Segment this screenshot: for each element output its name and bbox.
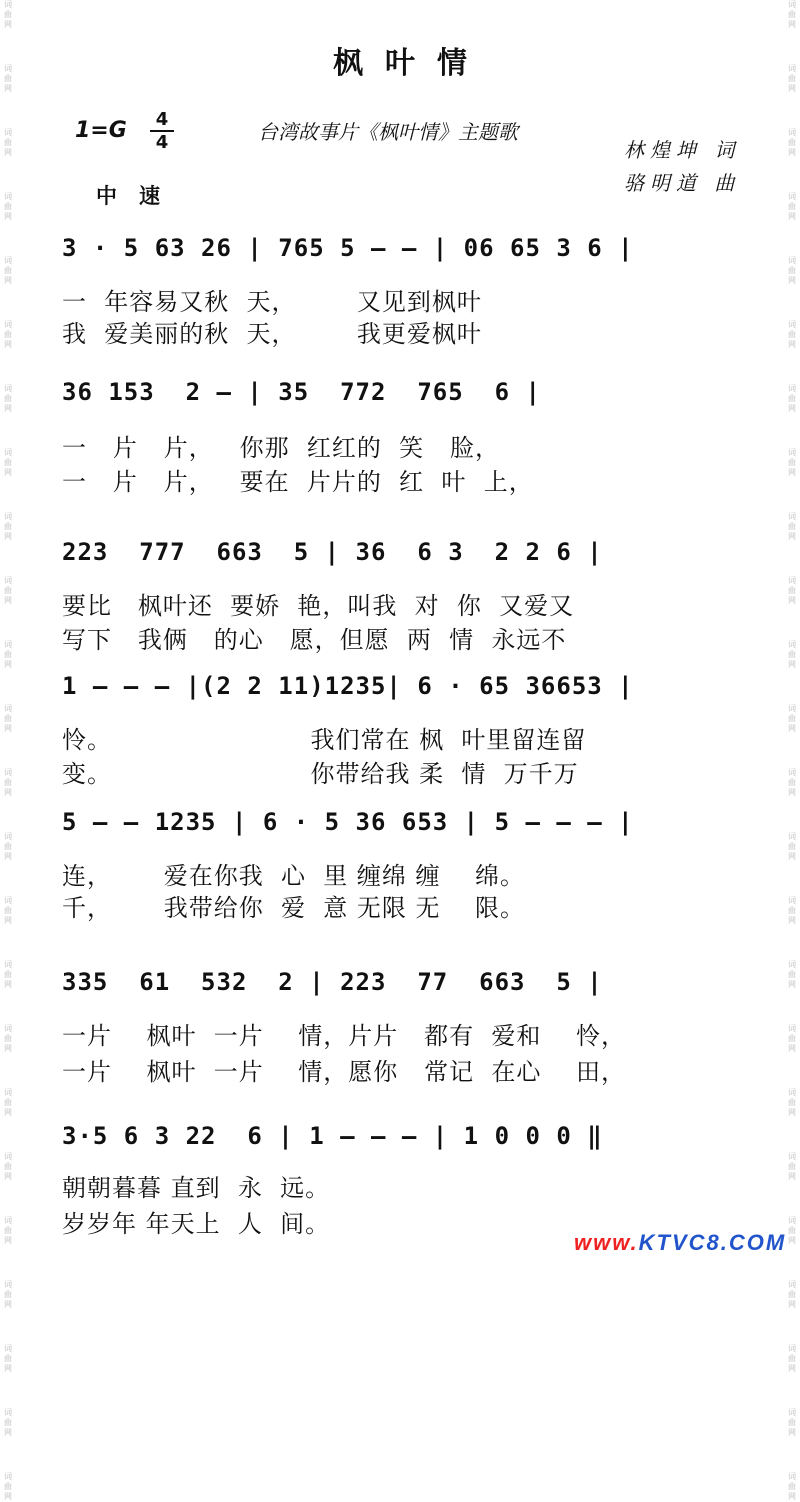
watermark-group	[786, 1344, 798, 1374]
watermark-group	[2, 192, 14, 222]
watermark-char: 曲	[788, 1098, 796, 1107]
watermark-char: 网	[4, 724, 12, 733]
staff-system-2	[62, 378, 756, 422]
watermark-char: 网	[788, 1108, 796, 1117]
watermark-group	[2, 0, 14, 30]
watermark-char: 曲	[788, 1290, 796, 1299]
watermark-char: 词	[4, 1024, 12, 1033]
lyric-line-4-verse-1: 怜。 我们常在 枫 叶里留连留	[62, 726, 587, 754]
lyric-line-6-verse-2: 一片 枫叶 一片 情，愿你 常记 在心 田，	[62, 1058, 626, 1086]
watermark-group	[2, 256, 14, 286]
watermark-char: 词	[788, 1472, 796, 1481]
watermark-char: 网	[788, 1172, 796, 1181]
watermark-char: 曲	[788, 778, 796, 787]
watermark-char: 曲	[788, 266, 796, 275]
watermark-char: 曲	[4, 394, 12, 403]
watermark-char: 词	[788, 384, 796, 393]
watermark-column-left	[2, 0, 14, 1501]
watermark-char: 曲	[788, 1034, 796, 1043]
watermark-column-right	[786, 0, 798, 1501]
watermark-char: 词	[788, 832, 796, 841]
watermark-char: 网	[788, 532, 796, 541]
notation-line-3: 223 777 663 5 | 36 6 3 2 2 6 |	[62, 538, 603, 566]
watermark-group	[786, 960, 798, 990]
watermark-char: 曲	[4, 458, 12, 467]
time-signature	[150, 110, 174, 152]
watermark-char: 曲	[4, 970, 12, 979]
watermark-group	[786, 1408, 798, 1438]
lyric-line-2-verse-2: 一 片 片， 要在 片片的 红 叶 上，	[62, 468, 534, 496]
tempo-marking: 中速	[96, 184, 182, 208]
time-signature-numerator: 4	[155, 109, 169, 130]
watermark-char: 曲	[4, 1418, 12, 1427]
watermark-group	[2, 640, 14, 670]
watermark-char: 词	[788, 512, 796, 521]
watermark-char: 网	[788, 916, 796, 925]
watermark-char: 网	[788, 148, 796, 157]
watermark-char: 词	[788, 640, 796, 649]
watermark-char: 网	[788, 660, 796, 669]
watermark-char: 曲	[4, 1162, 12, 1171]
watermark-char: 词	[788, 0, 796, 9]
notation-line-4: 1 — — — |(2 2 11)1235| 6 · 65 36653 |	[62, 672, 634, 700]
watermark-char: 词	[4, 1216, 12, 1225]
source-url	[574, 1230, 786, 1256]
watermark-char: 词	[4, 704, 12, 713]
watermark-group	[2, 704, 14, 734]
watermark-char: 词	[4, 192, 12, 201]
watermark-group	[2, 448, 14, 478]
watermark-char: 曲	[4, 10, 12, 19]
watermark-char: 词	[4, 512, 12, 521]
staff-system-1	[62, 234, 756, 278]
watermark-group	[786, 896, 798, 926]
watermark-char: 曲	[4, 1354, 12, 1363]
lyric-line-1-verse-1: 一 年容易又秋 天， 又见到枫叶	[62, 288, 482, 316]
watermark-char: 曲	[788, 1226, 796, 1235]
notation-line-5: 5 — — 1235 | 6 · 5 36 653 | 5 — — — |	[62, 808, 634, 836]
watermark-char: 曲	[788, 970, 796, 979]
watermark-char: 曲	[4, 1482, 12, 1491]
watermark-char: 词	[4, 1344, 12, 1353]
watermark-group	[2, 1088, 14, 1118]
watermark-char: 网	[4, 1108, 12, 1117]
watermark-char: 曲	[4, 714, 12, 723]
watermark-char: 网	[788, 468, 796, 477]
watermark-char: 词	[788, 1024, 796, 1033]
watermark-group	[786, 1024, 798, 1054]
watermark-char: 网	[4, 916, 12, 925]
watermark-char: 曲	[788, 202, 796, 211]
watermark-char: 曲	[4, 842, 12, 851]
watermark-char: 词	[4, 384, 12, 393]
watermark-char: 网	[788, 84, 796, 93]
watermark-char: 曲	[788, 1354, 796, 1363]
lyric-line-2-verse-1: 一 片 片， 你那 红红的 笑 脸，	[62, 434, 501, 462]
watermark-group	[786, 1280, 798, 1310]
watermark-char: 曲	[788, 1418, 796, 1427]
watermark-char: 网	[788, 1364, 796, 1373]
watermark-char: 曲	[4, 650, 12, 659]
watermark-char: 网	[4, 340, 12, 349]
lyric-line-3-verse-2: 写下 我俩 的心 愿，但愿 两 情 永远不	[62, 626, 567, 654]
lyric-line-4-verse-2: 变。 你带给我 柔 情 万千万	[62, 760, 579, 788]
watermark-char: 曲	[788, 714, 796, 723]
watermark-char: 曲	[4, 330, 12, 339]
notation-line-7: 3·5 6 3 22 6 | 1 — — — | 1 0 0 0 ‖	[62, 1122, 603, 1150]
watermark-char: 网	[4, 1492, 12, 1501]
watermark-char: 词	[788, 192, 796, 201]
watermark-char: 曲	[788, 522, 796, 531]
watermark-group	[786, 768, 798, 798]
watermark-char: 词	[4, 1152, 12, 1161]
watermark-group	[2, 896, 14, 926]
watermark-char: 网	[788, 1300, 796, 1309]
watermark-char: 曲	[4, 1290, 12, 1299]
watermark-group	[786, 1152, 798, 1182]
watermark-char: 词	[4, 640, 12, 649]
watermark-group	[2, 128, 14, 158]
watermark-char: 词	[788, 1216, 796, 1225]
watermark-char: 曲	[4, 586, 12, 595]
watermark-group	[786, 1472, 798, 1502]
source-url-prefix: www.	[574, 1230, 639, 1255]
watermark-group	[786, 704, 798, 734]
watermark-char: 词	[788, 64, 796, 73]
watermark-char: 网	[788, 212, 796, 221]
watermark-char: 词	[4, 128, 12, 137]
watermark-char: 词	[4, 1408, 12, 1417]
watermark-char: 曲	[4, 266, 12, 275]
watermark-char: 网	[4, 980, 12, 989]
watermark-char: 网	[788, 1236, 796, 1245]
watermark-group	[786, 1088, 798, 1118]
watermark-group	[2, 768, 14, 798]
watermark-char: 网	[4, 852, 12, 861]
watermark-char: 曲	[4, 74, 12, 83]
watermark-group	[786, 448, 798, 478]
watermark-char: 曲	[4, 138, 12, 147]
watermark-group	[2, 1344, 14, 1374]
watermark-char: 网	[4, 404, 12, 413]
staff-system-6	[62, 968, 756, 1012]
watermark-char: 词	[788, 128, 796, 137]
notation-line-6: 335 61 532 2 | 223 77 663 5 |	[62, 968, 603, 996]
watermark-char: 词	[788, 768, 796, 777]
watermark-char: 曲	[788, 586, 796, 595]
watermark-char: 曲	[4, 202, 12, 211]
watermark-char: 词	[4, 448, 12, 457]
lyric-line-6-verse-1: 一片 枫叶 一片 情，片片 都有 爱和 怜，	[62, 1022, 626, 1050]
watermark-char: 词	[4, 320, 12, 329]
watermark-char: 网	[4, 660, 12, 669]
watermark-char: 曲	[4, 778, 12, 787]
watermark-char: 词	[788, 896, 796, 905]
watermark-char: 词	[4, 896, 12, 905]
watermark-char: 曲	[788, 74, 796, 83]
watermark-char: 曲	[788, 330, 796, 339]
watermark-char: 词	[4, 64, 12, 73]
watermark-char: 网	[788, 340, 796, 349]
watermark-char: 网	[4, 1428, 12, 1437]
watermark-char: 网	[788, 788, 796, 797]
watermark-char: 词	[788, 448, 796, 457]
watermark-char: 词	[4, 768, 12, 777]
watermark-group	[786, 192, 798, 222]
watermark-char: 词	[4, 832, 12, 841]
staff-system-3	[62, 538, 756, 582]
watermark-char: 曲	[788, 394, 796, 403]
watermark-char: 网	[788, 276, 796, 285]
watermark-char: 网	[4, 276, 12, 285]
lyricist-credit: 林煌坤 词	[624, 138, 741, 162]
time-signature-denominator: 4	[155, 132, 169, 153]
watermark-group	[786, 320, 798, 350]
notation-line-1: 3 · 5 63 26 | 765 5 — — | 06 65 3 6 |	[62, 234, 634, 262]
watermark-char: 网	[788, 852, 796, 861]
watermark-char: 网	[788, 20, 796, 29]
watermark-char: 曲	[788, 458, 796, 467]
watermark-group	[2, 1024, 14, 1054]
watermark-char: 网	[4, 468, 12, 477]
watermark-group	[2, 1280, 14, 1310]
watermark-char: 词	[788, 1280, 796, 1289]
watermark-char: 词	[4, 576, 12, 585]
watermark-char: 词	[4, 256, 12, 265]
watermark-char: 网	[788, 724, 796, 733]
watermark-char: 网	[788, 980, 796, 989]
watermark-group	[2, 1216, 14, 1246]
watermark-char: 词	[4, 960, 12, 969]
watermark-group	[786, 384, 798, 414]
watermark-char: 网	[4, 596, 12, 605]
watermark-group	[2, 384, 14, 414]
watermark-char: 曲	[788, 138, 796, 147]
watermark-group	[786, 256, 798, 286]
watermark-char: 网	[788, 1428, 796, 1437]
watermark-group	[2, 1152, 14, 1182]
watermark-group	[786, 128, 798, 158]
watermark-char: 网	[4, 20, 12, 29]
watermark-char: 词	[788, 1408, 796, 1417]
lyric-line-3-verse-1: 要比 枫叶还 要娇 艳，叫我 对 你 又爱又	[62, 592, 575, 620]
watermark-char: 网	[4, 1044, 12, 1053]
lyric-line-7-verse-1: 朝朝暮暮 直到 永 远。	[62, 1174, 331, 1202]
lyric-line-1-verse-2: 我 爱美丽的秋 天， 我更爱枫叶	[62, 320, 482, 348]
watermark-char: 曲	[788, 650, 796, 659]
watermark-char: 曲	[788, 1482, 796, 1491]
watermark-char: 网	[4, 1300, 12, 1309]
watermark-char: 词	[788, 704, 796, 713]
watermark-group	[786, 576, 798, 606]
watermark-group	[786, 1216, 798, 1246]
source-url-domain: KTVC8.COM	[638, 1230, 787, 1255]
watermark-char: 曲	[4, 1034, 12, 1043]
watermark-char: 网	[4, 788, 12, 797]
watermark-char: 词	[788, 256, 796, 265]
watermark-char: 词	[788, 960, 796, 969]
watermark-char: 曲	[788, 842, 796, 851]
watermark-group	[2, 960, 14, 990]
staff-system-7	[62, 1122, 756, 1166]
watermark-group	[2, 1408, 14, 1438]
notation-line-2: 36 153 2 — | 35 772 765 6 |	[62, 378, 541, 406]
watermark-char: 词	[788, 1344, 796, 1353]
watermark-char: 曲	[788, 10, 796, 19]
staff-system-5	[62, 808, 756, 852]
watermark-group	[786, 640, 798, 670]
watermark-char: 词	[788, 1152, 796, 1161]
watermark-char: 曲	[788, 1162, 796, 1171]
watermark-char: 网	[4, 1236, 12, 1245]
composer-credit: 骆明道 曲	[624, 171, 741, 195]
watermark-char: 曲	[4, 1226, 12, 1235]
watermark-char: 网	[788, 404, 796, 413]
watermark-char: 网	[4, 1364, 12, 1373]
watermark-group	[2, 576, 14, 606]
watermark-char: 网	[788, 596, 796, 605]
watermark-char: 词	[4, 1280, 12, 1289]
key-signature: 1=G	[75, 118, 127, 143]
watermark-char: 网	[4, 84, 12, 93]
watermark-char: 词	[4, 1088, 12, 1097]
watermark-group	[786, 512, 798, 542]
watermark-char: 词	[4, 1472, 12, 1481]
staff-system-4	[62, 672, 756, 716]
watermark-group	[2, 1472, 14, 1502]
watermark-char: 词	[4, 0, 12, 9]
watermark-char: 网	[4, 1172, 12, 1181]
watermark-char: 曲	[4, 906, 12, 915]
watermark-char: 网	[4, 212, 12, 221]
lyric-line-7-verse-2: 岁岁年 年天上 人 间。	[62, 1210, 331, 1238]
song-subtitle: 台湾故事片《枫叶情》主题歌	[258, 120, 518, 144]
watermark-char: 网	[4, 148, 12, 157]
watermark-group	[786, 832, 798, 862]
watermark-char: 曲	[4, 522, 12, 531]
watermark-group	[2, 320, 14, 350]
watermark-char: 网	[788, 1492, 796, 1501]
song-title: 枫叶情	[333, 46, 489, 81]
watermark-char: 词	[788, 320, 796, 329]
watermark-char: 曲	[4, 1098, 12, 1107]
lyric-line-5-verse-1: 连， 爱在你我 心 里 缠绵 缠 绵。	[62, 862, 526, 890]
watermark-group	[2, 512, 14, 542]
watermark-group	[786, 0, 798, 30]
watermark-char: 词	[788, 1088, 796, 1097]
watermark-char: 曲	[788, 906, 796, 915]
watermark-char: 网	[788, 1044, 796, 1053]
watermark-char: 网	[4, 532, 12, 541]
watermark-group	[2, 832, 14, 862]
lyric-line-5-verse-2: 千， 我带给你 爱 意 无限 无 限。	[62, 894, 526, 922]
watermark-char: 词	[788, 576, 796, 585]
